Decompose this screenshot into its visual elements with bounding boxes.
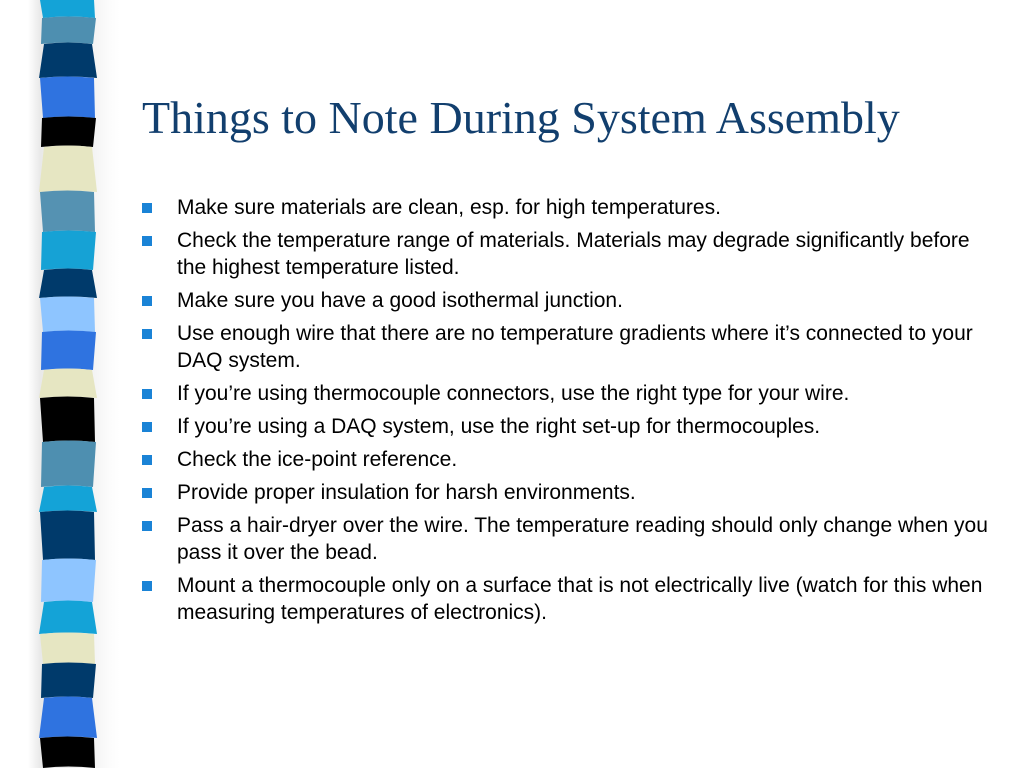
bullet-text: Provide proper insulation for harsh environments. bbox=[177, 481, 636, 504]
square-bullet-icon bbox=[142, 422, 152, 432]
square-bullet-icon bbox=[142, 329, 152, 339]
bullet-item bbox=[140, 512, 990, 566]
stripe-segment bbox=[41, 117, 96, 148]
bullet-item bbox=[140, 380, 990, 407]
stripe-segment bbox=[40, 191, 95, 233]
stripe-segment bbox=[40, 77, 95, 119]
stripe-segment bbox=[41, 331, 96, 371]
square-bullet-icon bbox=[142, 236, 152, 246]
decorative-stripe-column bbox=[38, 0, 98, 768]
stripe-segment bbox=[39, 146, 97, 193]
square-bullet-icon bbox=[142, 455, 152, 465]
bullet-text: If you’re using a DAQ system, use the right set-up for thermocouples. bbox=[177, 415, 821, 438]
stripe-segment bbox=[39, 43, 97, 79]
bullet-text: If you’re using thermocouple connectors, use the right type for your wire. bbox=[177, 382, 850, 405]
stripe-segment bbox=[39, 269, 97, 299]
bullet-text: Make sure you have a good isothermal junction. bbox=[177, 289, 623, 312]
bullet-text: Check the ice-point reference. bbox=[177, 448, 458, 471]
stripe-segment bbox=[40, 297, 95, 333]
stripe-segment bbox=[39, 601, 97, 635]
stripe-segment bbox=[39, 697, 97, 739]
square-bullet-icon bbox=[142, 389, 152, 399]
square-bullet-icon bbox=[142, 203, 152, 213]
stripe-segment bbox=[40, 0, 95, 18]
stripe-segment bbox=[40, 511, 95, 561]
bullet-text: Pass a hair-dryer over the wire. The temperature reading should only change when you pass it over the bead. bbox=[177, 514, 988, 564]
bullet-text: Mount a thermocouple only on a surface that is not electrically live (watch for this when measuring temperatures of electronics). bbox=[177, 574, 983, 624]
square-bullet-icon bbox=[142, 296, 152, 306]
stripe-segment bbox=[41, 559, 96, 603]
bullet-text: Make sure materials are clean, esp. for high temperatures. bbox=[177, 196, 721, 219]
bullet-item bbox=[140, 479, 990, 506]
square-bullet-icon bbox=[142, 581, 152, 591]
stripe-graphic bbox=[38, 0, 98, 768]
bullet-text: Use enough wire that there are no temperature gradients where it’s connected to your DAQ system. bbox=[177, 322, 973, 372]
bullet-text: Check the temperature range of materials. Materials may degrade significantly before the highest temperature listed. bbox=[177, 229, 970, 279]
bullet-item bbox=[140, 320, 990, 374]
square-bullet-icon bbox=[142, 488, 152, 498]
bullet-list bbox=[140, 194, 990, 632]
stripe-segment bbox=[41, 663, 96, 699]
stripe-segment bbox=[39, 369, 97, 399]
square-bullet-icon bbox=[142, 521, 152, 531]
bullet-item bbox=[140, 194, 990, 221]
stripe-segment bbox=[40, 397, 95, 443]
bullet-item bbox=[140, 227, 990, 281]
bullet-item bbox=[140, 287, 990, 314]
stripe-segment bbox=[40, 633, 95, 665]
stripe-segment bbox=[39, 486, 97, 513]
stripe-segment bbox=[40, 737, 95, 768]
bullet-item bbox=[140, 413, 990, 440]
bullet-item bbox=[140, 446, 990, 473]
stripe-segment bbox=[41, 17, 96, 45]
stripe-segment bbox=[41, 231, 96, 271]
slide-title: Things to Note During System Assembly bbox=[142, 92, 900, 143]
stripe-segment bbox=[41, 441, 96, 488]
bullet-item bbox=[140, 572, 990, 626]
